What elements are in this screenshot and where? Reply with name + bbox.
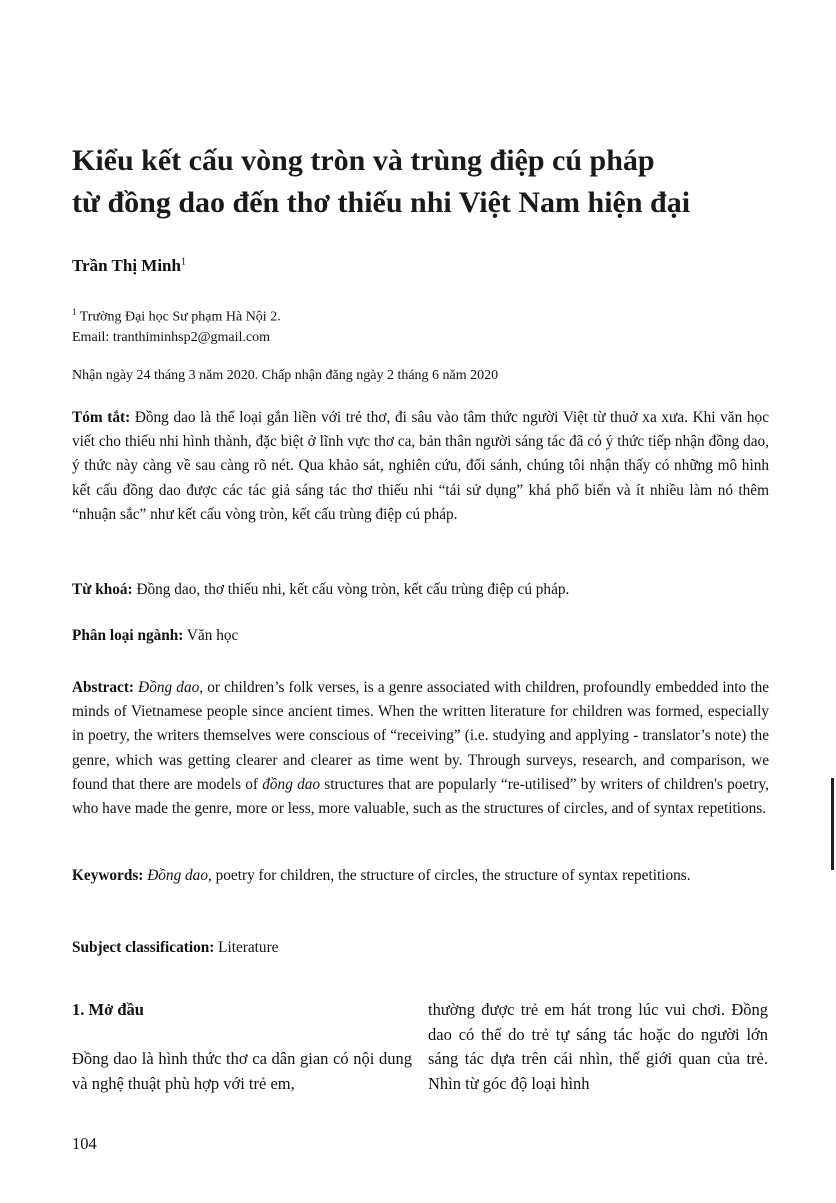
page-number: 104 [72, 1134, 97, 1153]
abstract-en-text-2: structures that are popularly “re-utilised” by writers of children's poetry, who have made the genre, more or less, more valuable, such as the structures of circles, and of syntax repetitions. [72, 775, 769, 818]
abstract-en-italic: Đồng dao, [138, 679, 204, 696]
article-title [72, 140, 792, 224]
author-sup: 1 [180, 256, 186, 268]
keywords-vi-text: Đồng dao, thơ thiếu nhi, kết cấu vòng tròn, kết cấu trùng điệp cú pháp. [132, 581, 570, 598]
abstract-en-text-1: or children’s folk verses, is a genre associated with children, profoundly embedded into the minds of Vietnamese people since ancient times. When the written literature for children was formed, especially in poetry, the writers themselves were conscious of “receiving” (i.e. studying and applying - translator’s note) the genre, which was getting clearer and clearer as time went by. Through surveys, research, and comparison, we found that there are models of [72, 679, 770, 793]
classification-vi-text: Văn học [183, 627, 239, 644]
abstract-en-label: Abstract: [72, 679, 135, 696]
keywords-vi [72, 578, 769, 602]
summary-vi-label: Tóm tắt: [72, 409, 131, 426]
received-dates: Nhận ngày 24 tháng 3 năm 2020. Chấp nhận đăng ngày 2 tháng 6 năm 2020 [72, 368, 499, 383]
section-heading: 1. Mở đầu [72, 1000, 144, 1019]
abstract-en [72, 676, 769, 821]
keywords-en-text: , poetry for children, the structure of circles, the structure of syntax repetitions. [207, 867, 691, 884]
title-line-2: từ đồng dao đến thơ thiếu nhi Việt Nam hiện đại [72, 186, 691, 219]
keywords-en-label: Keywords: [72, 867, 144, 884]
classification-en-text: Literature [214, 939, 279, 956]
classification-en [72, 936, 769, 960]
classification-vi-label: Phân loại ngành: [72, 627, 184, 644]
keywords-en-italic: Đồng dao [147, 867, 208, 884]
author [72, 256, 186, 276]
summary-vi-text: Đồng dao là thể loại gắn liền với trẻ thơ, đi sâu vào tâm thức người Việt từ thuở xa xưa. Khi văn học viết cho thiếu nhi hình thành, đặc biệt ở lĩnh vực thơ ca, bản thân người sáng tác đã có ý thức tiếp nhận đồng dao, ý thức này càng về sau càng rõ nét. Qua khảo sát, nghiên cứu, đối sánh, chúng tôi nhận thấy có những mô hình kết cấu đồng dao được các tác giả sáng tác thơ thiếu nhi “tái sử dụng” khá phổ biến và ít nhiều làm nó thêm “nhuận sắc” như kết cấu vòng tròn, kết cấu trùng điệp cú pháp. [72, 409, 769, 523]
summary-vi [72, 406, 769, 527]
scan-edge-mark [831, 778, 834, 870]
title-line-1: Kiểu kết cấu vòng tròn và trùng điệp cú pháp [72, 144, 655, 177]
author-name: Trần Thị Minh [72, 256, 181, 275]
email: Email: tranthiminhsp2@gmail.com [72, 329, 270, 345]
keywords-vi-label: Từ khoá: [72, 581, 133, 598]
institution: Trường Đại học Sư phạm Hà Nội 2. [79, 309, 281, 325]
classification-en-label: Subject classification: [72, 939, 215, 956]
abstract-en-italic-2: đồng dao [262, 775, 321, 793]
keywords-en [72, 864, 769, 888]
right-column-text: thường được trẻ em hát trong lúc vui chơi. Đồng dao có thể do trẻ tự sáng tác hoặc do người lớn sáng tác dựa trên cái nhìn, thế giới quan của trẻ. Nhìn từ góc độ loại hình [428, 1000, 768, 1093]
affiliation [72, 302, 281, 348]
affiliation-sup: 1 [72, 307, 77, 317]
classification-vi [72, 624, 769, 648]
left-column-text: Đồng dao là hình thức thơ ca dân gian có nội dung và nghệ thuật phù hợp với trẻ em, [72, 1049, 412, 1093]
